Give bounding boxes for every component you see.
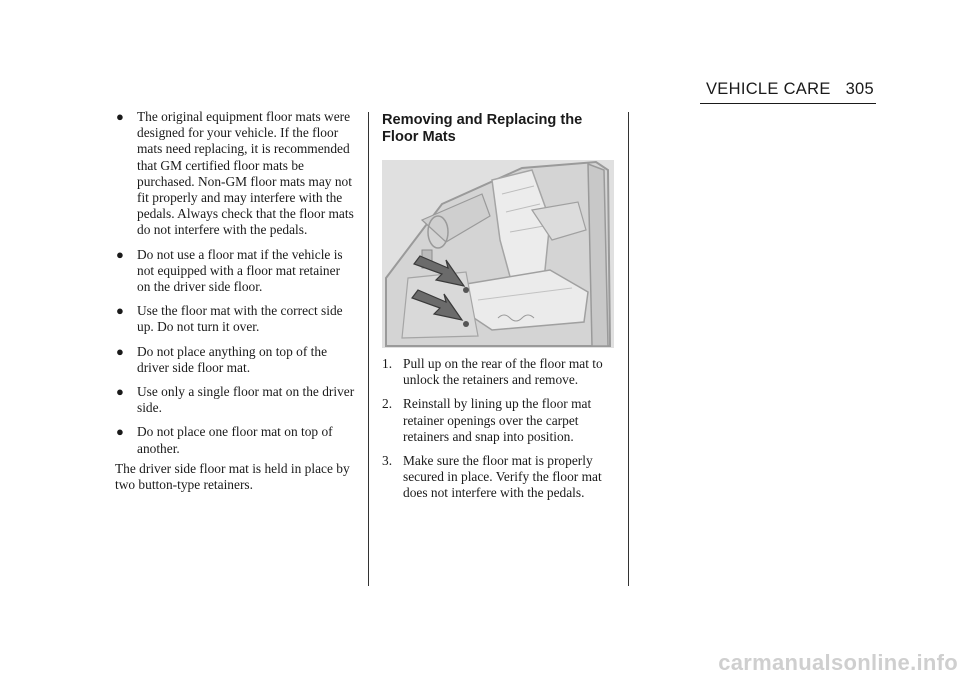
page-number: 305 <box>845 80 874 98</box>
bullet-item <box>115 247 355 296</box>
bullet-text: The original equipment floor mats were designed for your vehicle. If the floor mats need replacing, it is recommended that GM certified floor mats be purchased. Non-GM floor mats may not fit properly and may interfere with the pedals. Always check that the floor mats do not interfere with the pedals. <box>137 109 354 238</box>
step-number: 1. <box>382 356 393 371</box>
right-column <box>382 112 618 510</box>
bullet-item <box>115 109 355 239</box>
bullet-item <box>115 384 355 416</box>
left-column <box>115 109 355 493</box>
section-heading: Removing and Replacing the Floor Mats <box>382 112 583 145</box>
bullet-dot-icon: ● <box>116 109 124 124</box>
section-title: VEHICLE CARE <box>706 80 831 98</box>
step-number: 3. <box>382 453 393 469</box>
floor-mat-illustration <box>382 160 614 348</box>
step-text: Reinstall by lining up the floor mat retainer openings over the carpet retainers and snap into position. <box>403 396 592 444</box>
column-divider-right <box>628 112 629 586</box>
bullet-dot-icon: ● <box>116 246 124 262</box>
bullet-item <box>115 344 355 376</box>
step-text: Make sure the floor mat is properly secured in place. Verify the floor mat does not interfere with the pedals. <box>403 453 602 501</box>
bullet-dot-icon: ● <box>116 343 124 359</box>
step-item <box>382 356 618 388</box>
bullet-text: Use the floor mat with the correct side up. Do not turn it over. <box>137 303 343 335</box>
step-item <box>382 396 618 445</box>
bullet-text: Use only a single floor mat on the driver side. <box>137 384 355 416</box>
bullet-dot-icon: ● <box>116 384 124 400</box>
step-text: Pull up on the rear of the floor mat to unlock the retainers and remove. <box>403 356 603 388</box>
watermark: carmanualsonline.info <box>718 650 958 675</box>
step-item <box>382 453 618 502</box>
bullet-text: Do not use a floor mat if the vehicle is not equipped with a floor mat retainer on the driver side floor. <box>137 246 343 295</box>
header-rule <box>700 103 876 104</box>
column-divider-left <box>368 112 369 586</box>
step-number: 2. <box>382 396 393 412</box>
bullet-dot-icon: ● <box>116 424 124 440</box>
bullet-item <box>115 303 355 335</box>
bullet-dot-icon: ● <box>116 303 124 319</box>
car-interior-drawing <box>382 160 614 348</box>
bullet-text: Do not place anything on top of the driver side floor mat. <box>137 343 328 375</box>
bullet-item <box>115 424 355 456</box>
bullet-text: Do not place one floor mat on top of another. <box>137 424 333 456</box>
body-paragraph: The driver side floor mat is held in place by two button-type retainers. <box>115 460 350 493</box>
